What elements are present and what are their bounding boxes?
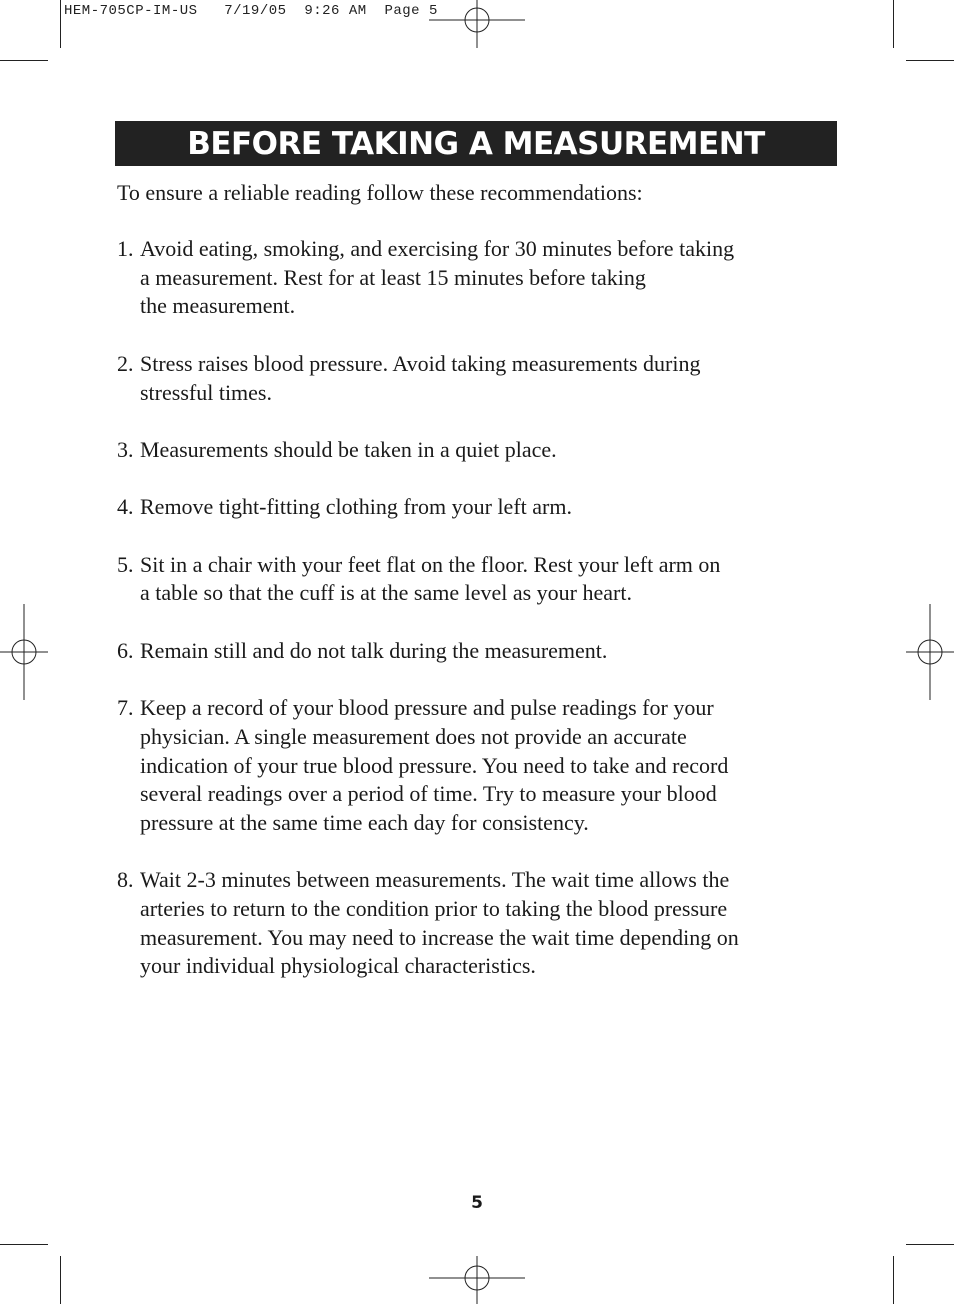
intro-text: To ensure a reliable reading follow these recommendations: — [117, 180, 643, 205]
crop-mark-top-left-vertical — [60, 0, 61, 48]
recommendation-line: Sit in a chair with your feet flat on the floor. Rest your left arm on — [140, 551, 721, 577]
recommendation-line: the measurement. — [140, 293, 296, 319]
crop-mark-bottom-right-vertical — [893, 1256, 894, 1304]
recommendation-line: Remain still and do not talk during the measurement. — [140, 637, 608, 663]
recommendation-line: a measurement. Rest for at least 15 minutes before taking — [140, 264, 646, 290]
recommendation-item — [117, 350, 827, 407]
recommendation-number: 8. — [117, 867, 134, 893]
recommendation-item — [117, 551, 827, 608]
section-title-bar — [115, 121, 837, 166]
section-title: BEFORE TAKING A MEASUREMENT — [187, 125, 765, 162]
print-slug: HEM-705CP-IM-US 7/19/05 9:26 AM Page 5 — [64, 3, 438, 19]
recommendation-item — [117, 235, 827, 321]
recommendation-item — [117, 694, 827, 838]
recommendation-item — [117, 637, 827, 666]
recommendation-line: Remove tight-fitting clothing from your left arm. — [140, 494, 572, 520]
registration-mark-left-icon — [0, 604, 48, 700]
recommendation-number: 2. — [117, 350, 134, 376]
recommendation-item — [117, 866, 827, 981]
recommendation-line: Wait 2-3 minutes between measurements. The wait time allows the — [140, 867, 730, 893]
registration-mark-right-icon — [906, 604, 954, 700]
recommendation-number: 7. — [117, 695, 134, 721]
recommendation-item — [117, 493, 827, 522]
recommendation-number: 5. — [117, 551, 134, 577]
recommendation-line: pressure at the same time each day for consistency. — [140, 809, 589, 835]
registration-mark-bottom-icon — [429, 1256, 525, 1304]
recommendations-list — [117, 235, 827, 1010]
recommendation-text — [140, 350, 827, 407]
crop-mark-bottom-left-vertical — [60, 1256, 61, 1304]
recommendation-item — [117, 436, 827, 465]
crop-mark-top-right-vertical — [893, 0, 894, 48]
crop-mark-bottom-left-horizontal — [0, 1244, 48, 1245]
recommendation-text — [140, 866, 827, 981]
recommendation-line: Avoid eating, smoking, and exercising for 30 minutes before taking — [140, 236, 735, 261]
recommendation-line: Stress raises blood pressure. Avoid taking measurements during — [140, 350, 701, 376]
recommendation-number: 6. — [117, 637, 134, 663]
recommendation-line: Keep a record of your blood pressure and pulse readings for your — [140, 695, 714, 721]
recommendation-line: your individual physiological characteristics. — [140, 953, 536, 979]
crop-mark-top-right-horizontal — [906, 60, 954, 61]
recommendation-text — [140, 694, 827, 838]
recommendation-text — [140, 436, 827, 465]
recommendation-line: physician. A single measurement does not provide an accurate — [140, 723, 687, 749]
recommendation-line: stressful times. — [140, 379, 272, 405]
recommendation-line: measurement. You may need to increase the wait time depending on — [140, 924, 739, 950]
crop-mark-bottom-right-horizontal — [906, 1244, 954, 1245]
recommendation-number: 3. — [117, 436, 134, 462]
page-number: 5 — [471, 1193, 483, 1213]
recommendation-text — [140, 637, 827, 666]
recommendation-number: 4. — [117, 494, 134, 520]
crop-mark-top-left-horizontal — [0, 60, 48, 61]
recommendation-line: arteries to return to the condition prior to taking the blood pressure — [140, 896, 728, 922]
recommendation-line: Measurements should be taken in a quiet place. — [140, 436, 557, 462]
recommendation-number: 1. — [117, 236, 134, 261]
recommendation-text — [140, 551, 827, 608]
recommendation-text — [140, 235, 827, 321]
recommendation-line: several readings over a period of time. Try to measure your blood — [140, 781, 717, 807]
recommendation-text — [140, 493, 827, 522]
registration-mark-top-icon — [429, 0, 525, 48]
recommendation-line: indication of your true blood pressure. You need to take and record — [140, 752, 729, 778]
recommendation-line: a table so that the cuff is at the same level as your heart. — [140, 580, 632, 606]
